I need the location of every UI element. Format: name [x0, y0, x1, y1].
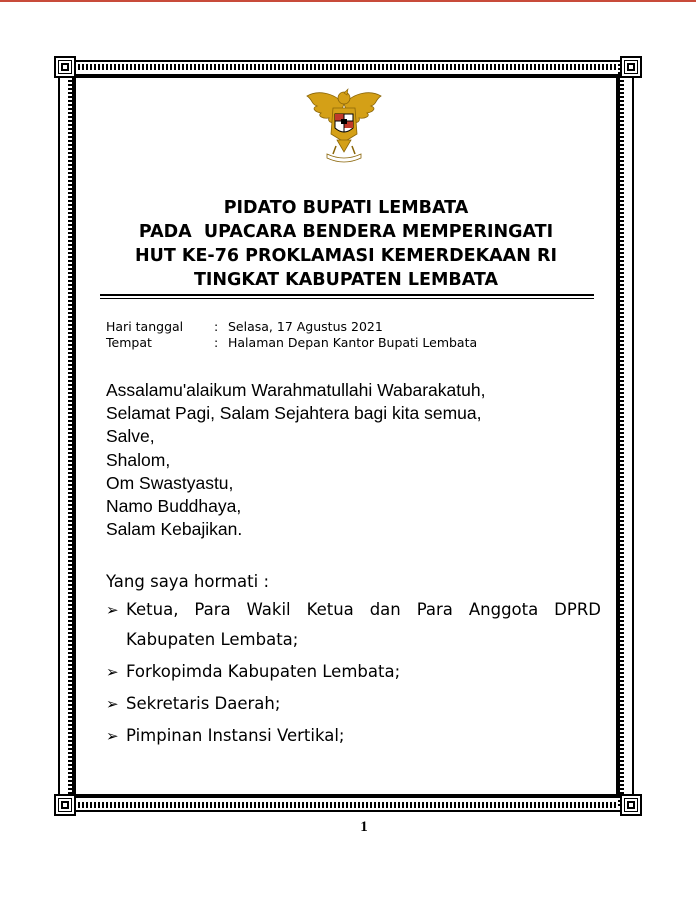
arrow-bullet-icon: ➢: [106, 601, 119, 619]
list-item-text: Pimpinan Instansi Vertikal;: [126, 726, 345, 745]
list-item-text: Forkopimda Kabupaten Lembata;: [126, 662, 401, 681]
meta-label: Tempat: [106, 335, 152, 350]
meta-row-date: [106, 319, 477, 335]
meta-colon: :: [214, 335, 219, 350]
title-line: HUT KE-76 PROKLAMASI KEMERDEKAAN RI: [135, 246, 557, 266]
title-line: TINGKAT KABUPATEN LEMBATA: [193, 270, 499, 290]
arrow-bullet-icon: ➢: [106, 695, 119, 713]
arrow-bullet-icon: ➢: [106, 663, 119, 681]
honored-guests: [106, 570, 601, 756]
list-item: [106, 724, 601, 751]
garuda-emblem-icon: [303, 84, 385, 166]
title-underline: [100, 298, 594, 299]
title-underline: [100, 294, 594, 296]
list-item: [106, 692, 601, 719]
list-item: [106, 598, 601, 655]
meta-value: Halaman Depan Kantor Bupati Lembata: [228, 335, 478, 350]
greeting-line: Assalamu'alaikum Warahmatullahi Wabarakatuh,: [106, 380, 486, 400]
page-number: 1: [360, 819, 368, 835]
event-details: [106, 319, 477, 351]
greeting-line: Shalom,: [106, 449, 171, 470]
greeting-line: Salam Kebajikan.: [106, 519, 243, 540]
meta-row-place: [106, 335, 477, 351]
meta-colon: :: [214, 319, 219, 334]
corner-ornament-icon: [54, 56, 76, 78]
list-item-text: Sekretaris Daerah;: [126, 694, 281, 713]
title-line: PIDATO BUPATI LEMBATA: [223, 198, 469, 218]
honor-heading: Yang saya hormati :: [106, 572, 270, 591]
speech-title: [80, 196, 612, 292]
list-item-text: Ketua, Para Wakil Ketua dan Para Anggota DPRD Kabupaten Lembata;: [126, 600, 601, 649]
corner-ornament-icon: [54, 794, 76, 816]
greetings: [106, 379, 485, 541]
arrow-bullet-icon: ➢: [106, 727, 119, 745]
greeting-line: Salve,: [106, 426, 155, 447]
corner-ornament-icon: [620, 794, 642, 816]
title-line: PADA UPACARA BENDERA MEMPERINGATI: [138, 222, 554, 242]
greeting-line: Om Swastyastu,: [106, 472, 234, 493]
meta-value: Selasa, 17 Agustus 2021: [228, 319, 383, 334]
meta-label: Hari tanggal: [106, 319, 184, 334]
top-rule: [0, 0, 696, 2]
greeting-line: Selamat Pagi, Salam Sejahtera bagi kita semua,: [106, 403, 482, 424]
corner-ornament-icon: [620, 56, 642, 78]
greeting-line: Namo Buddhaya,: [106, 496, 242, 517]
list-item: [106, 660, 601, 687]
